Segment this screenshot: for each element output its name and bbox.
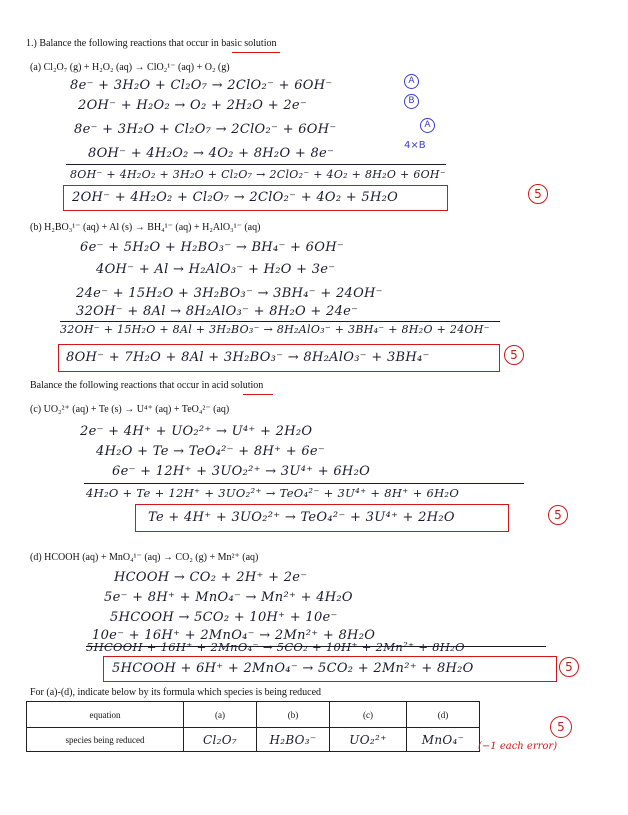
acid-underline	[243, 394, 273, 395]
table-score: 5	[550, 716, 572, 738]
q1a-sum-rule	[66, 164, 446, 165]
q2-heading: Balance the following reactions that occur in acid solution	[30, 380, 264, 391]
q1b-line-1: 6e⁻ + 5H₂O + H₂BO₃⁻ → BH₄⁻ + 6OH⁻	[80, 240, 344, 255]
table-header-b: (b)	[257, 702, 330, 728]
q2d-score: 5	[559, 657, 579, 677]
q2d-label: (d) HCOOH (aq) + MnO₄¹⁻ (aq) → CO₂ (g) + Mn²⁺ (aq)	[30, 552, 259, 563]
q1b-answer: 8OH⁻ + 7H₂O + 8Al + 3H₂BO₃⁻ → 8H₂AlO₃⁻ + 3BH₄⁻	[66, 350, 430, 365]
q2d-line-4: 10e⁻ + 16H⁺ + 2MnO₄⁻ → 2Mn²⁺ + 8H₂O	[92, 628, 376, 643]
table-header-equation: equation	[27, 702, 184, 728]
q2d-line-3: 5HCOOH → 5CO₂ + 10H⁺ + 10e⁻	[110, 610, 338, 625]
q1b-sum-rule	[60, 321, 500, 322]
q1a-answer: 2OH⁻ + 4H₂O₂ + Cl₂O₇ → 2ClO₂⁻ + 4O₂ + 5H₂O	[72, 190, 399, 205]
q2c-answer: Te + 4H⁺ + 3UO₂²⁺ → TeO₄²⁻ + 3U⁴⁺ + 2H₂O	[148, 510, 455, 525]
q1a-mark-a1: A	[404, 74, 419, 89]
q1a-score: 5	[528, 184, 548, 204]
table-value-b: H₂BO₃⁻	[257, 728, 330, 752]
q2c-line-1: 2e⁻ + 4H⁺ + UO₂²⁺ → U⁴⁺ + 2H₂O	[80, 424, 313, 439]
q2d-line-1: HCOOH → CO₂ + 2H⁺ + 2e⁻	[114, 570, 308, 585]
q1a-line-3: 8e⁻ + 3H₂O + Cl₂O₇ → 2ClO₂⁻ + 6OH⁻	[74, 122, 337, 137]
table-header-a: (a)	[184, 702, 257, 728]
q2c-line-2: 4H₂O + Te → TeO₄²⁻ + 8H⁺ + 6e⁻	[96, 444, 326, 459]
q2c-line-3: 6e⁻ + 12H⁺ + 3UO₂²⁺ → 3U⁴⁺ + 6H₂O	[112, 464, 371, 479]
q1-heading: 1.) Balance the following reactions that occur in basic solution	[26, 38, 277, 49]
q2c-sum-rule	[84, 483, 524, 484]
q1a-line-4: 8OH⁻ + 4H₂O₂ → 4O₂ + 8H₂O + 8e⁻	[88, 146, 335, 161]
q1a-line-1: 8e⁻ + 3H₂O + Cl₂O₇ → 2ClO₂⁻ + 6OH⁻	[70, 78, 333, 93]
q1b-line-5: 32OH⁻ + 15H₂O + 8Al + 3H₂BO₃⁻ → 8H₂AlO₃⁻ + 3BH₄⁻ + 8H₂O + 24OH⁻	[60, 323, 490, 336]
q1a-mark-b1: B	[404, 94, 419, 109]
q1a-label: (a) Cl₂O₇ (g) + H₂O₂ (aq) → ClO₂¹⁻ (aq) + O₂ (g)	[30, 62, 230, 73]
q2d-answer: 5HCOOH + 6H⁺ + 2MnO₄⁻ → 5CO₂ + 2Mn²⁺ + 8H₂O	[112, 661, 474, 676]
q2c-line-4: 4H₂O + Te + 12H⁺ + 3UO₂²⁺ → TeO₄²⁻ + 3U⁴⁺ + 8H⁺ + 6H₂O	[86, 486, 460, 500]
table-note: (−1 each error)	[478, 741, 558, 752]
q1a-line-5: 8OH⁻ + 4H₂O₂ + 3H₂O + Cl₂O₇ → 2ClO₂⁻ + 4O₂ + 8H₂O + 6OH⁻	[70, 168, 446, 181]
table-caption: For (a)-(d), indicate below by its formula which species is being reduced	[30, 687, 322, 698]
species-table	[26, 701, 480, 752]
q1b-score: 5	[504, 345, 524, 365]
table-header-d: (d)	[407, 702, 480, 728]
table-header-c: (c)	[330, 702, 407, 728]
table-value-d: MnO₄⁻	[407, 728, 480, 752]
q1a-mark-a2: A	[420, 118, 435, 133]
q1a-line-2: 2OH⁻ + H₂O₂ → O₂ + 2H₂O + 2e⁻	[78, 98, 308, 113]
q2c-score: 5	[548, 505, 568, 525]
q1b-label: (b) H₂BO₃¹⁻ (aq) + Al (s) → BH₄¹⁻ (aq) + H₂AlO₃¹⁻ (aq)	[30, 222, 261, 233]
table-row-label: species being reduced	[27, 728, 184, 752]
q2d-line-5: 5HCOOH + 16H⁺ + 2MnO₄⁻ → 5CO₂ + 10H⁺ + 2Mn²⁺ + 8H₂O	[86, 640, 465, 654]
table-value-c: UO₂²⁺	[330, 728, 407, 752]
q1a-mark-4b: 4×B	[404, 140, 426, 151]
q1b-line-2: 4OH⁻ + Al → H₂AlO₃⁻ + H₂O + 3e⁻	[96, 262, 336, 277]
basic-underline	[232, 52, 280, 53]
q2d-line-2: 5e⁻ + 8H⁺ + MnO₄⁻ → Mn²⁺ + 4H₂O	[104, 590, 353, 605]
q2c-label: (c) UO₂²⁺ (aq) + Te (s) → U⁴⁺ (aq) + TeO₄²⁻ (aq)	[30, 404, 230, 415]
q1b-line-4: 32OH⁻ + 8Al → 8H₂AlO₃⁻ + 8H₂O + 24e⁻	[76, 304, 359, 319]
q1b-line-3: 24e⁻ + 15H₂O + 3H₂BO₃⁻ → 3BH₄⁻ + 24OH⁻	[76, 286, 383, 301]
table-value-a: Cl₂O₇	[184, 728, 257, 752]
